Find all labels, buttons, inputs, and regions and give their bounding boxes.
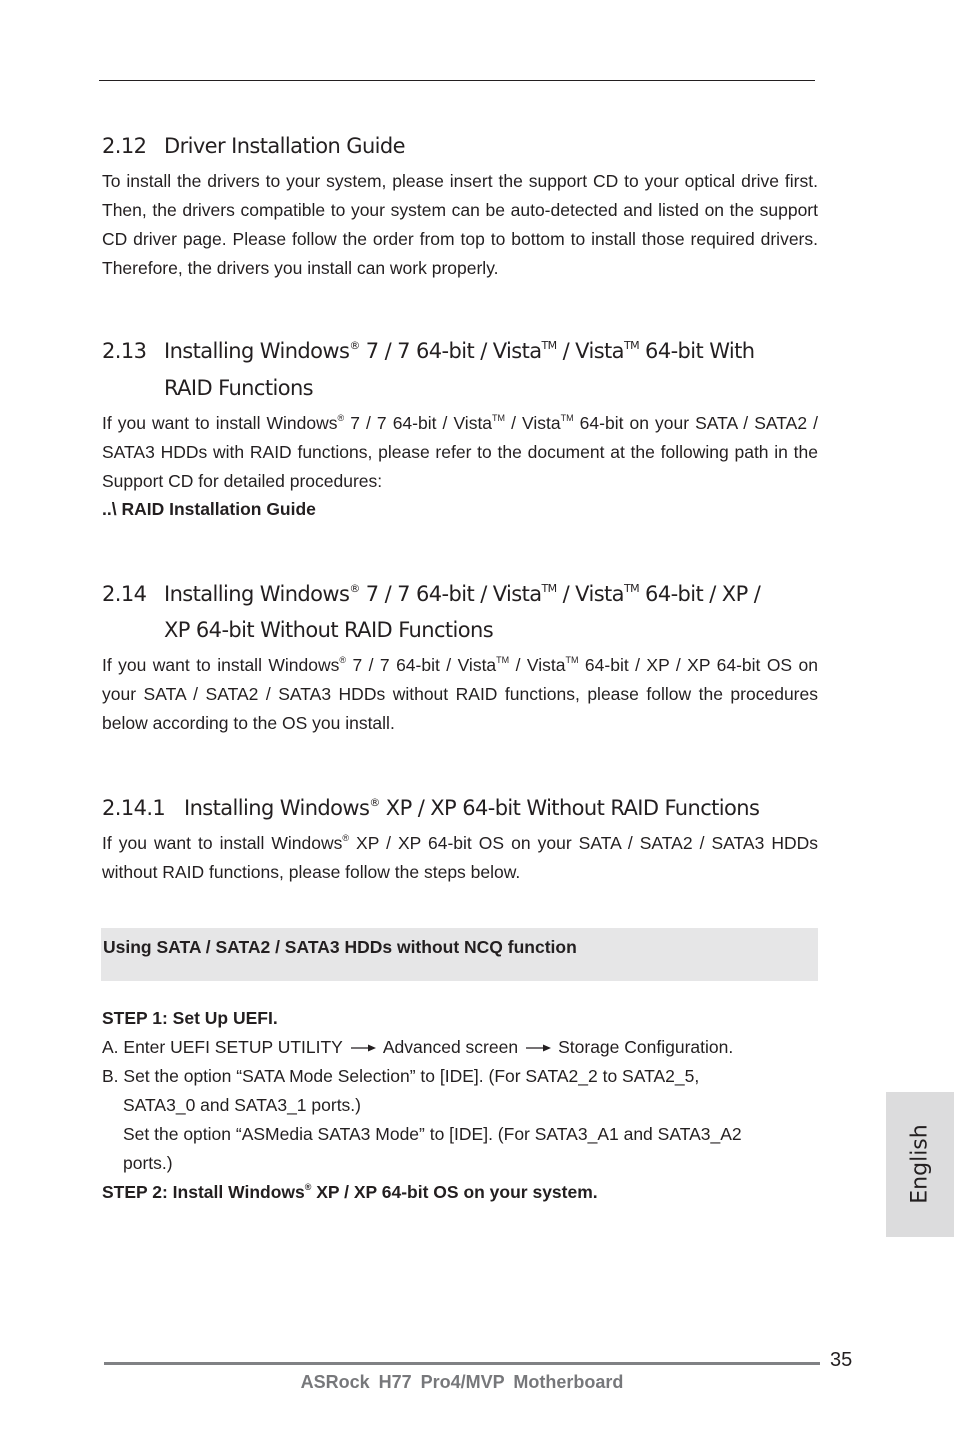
section-2-12-body: To install the drivers to your system, please insert the support CD to your optical drive first. Then, the drivers compatible to your system can be auto-detected and listed on the support CD driver page. Please follow the order from top to bottom to install those required drivers. Therefore, the drivers you install can work properly. [102,171,818,278]
language-tab-label: English [907,1124,933,1204]
step-1-b-line3: Set the option “ASMedia SATA3 Mode” to [IDE]. (For SATA3_A1 and SATA3_A2 [123,1124,742,1144]
section-2-14-heading-line2: XP 64-bit Without RAID Functions [164,618,494,642]
section-2-14-body: If you want to install Windows® 7 / 7 64-bit / Vista™ / Vista™ 64-bit / XP / XP 64-bit OS on your SATA / SATA2 / SATA3 HDDs without RAID functions, please follow the procedures below according to the OS you install. [102,655,818,733]
ncq-note-title: Using SATA / SATA2 / SATA3 HDDs without NCQ function [103,937,577,957]
arrow-right-icon [526,1043,552,1053]
bottom-rule [104,1362,820,1365]
section-number: 2.13 [102,339,147,363]
section-title: Driver Installation Guide [164,134,405,158]
top-rule [99,80,815,81]
language-tab [886,1092,954,1237]
section-2-13-heading: 2.13 Installing Windows® 7 / 7 64-bit / Vista™ / Vista™ 64-bit With [102,339,755,363]
footer-model: ASRock H77 Pro4/MVP Motherboard [300,1372,624,1392]
ncq-note-box [101,928,818,981]
section-2-13-body: If you want to install Windows® 7 / 7 64-bit / Vista™ / Vista™ 64-bit on your SATA / SATA2 / SATA3 HDDs with RAID functions, please refer to the document at the following path in the Support CD for detailed procedures: [102,413,818,491]
step-2-title: STEP 2: Install Windows® XP / XP 64-bit OS on your system. [102,1182,598,1202]
step-1-b-line2: SATA3_0 and SATA3_1 ports.) [123,1095,361,1115]
step-1-title: STEP 1: Set Up UEFI. [102,1008,278,1028]
raid-guide-path: ..\ RAID Installation Guide [102,499,316,519]
arrow-right-icon [351,1043,377,1053]
step-1-a: A. Enter UEFI SETUP UTILITY Advanced screen Storage Configuration. [102,1037,734,1057]
section-2-13-heading-line2: RAID Functions [164,376,314,400]
section-number: 2.14.1 [102,796,166,820]
page-number: 35 [830,1349,853,1371]
step-1-b-line4: ports.) [123,1153,173,1173]
section-number: 2.14 [102,582,147,606]
step-1-b-line1: B. Set the option “SATA Mode Selection” to [IDE]. (For SATA2_2 to SATA2_5, [102,1066,700,1086]
section-2-14-1-body: If you want to install Windows® XP / XP 64-bit OS on your SATA / SATA2 / SATA3 HDDs without RAID functions, please follow the steps below. [102,833,818,882]
section-2-12-heading [102,134,405,158]
section-2-14-heading: 2.14 Installing Windows® 7 / 7 64-bit / Vista™ / Vista™ 64-bit / XP / [102,582,761,606]
section-number: 2.12 [102,134,147,158]
section-2-14-1-heading: 2.14.1 Installing Windows® XP / XP 64-bit Without RAID Functions [102,796,760,820]
